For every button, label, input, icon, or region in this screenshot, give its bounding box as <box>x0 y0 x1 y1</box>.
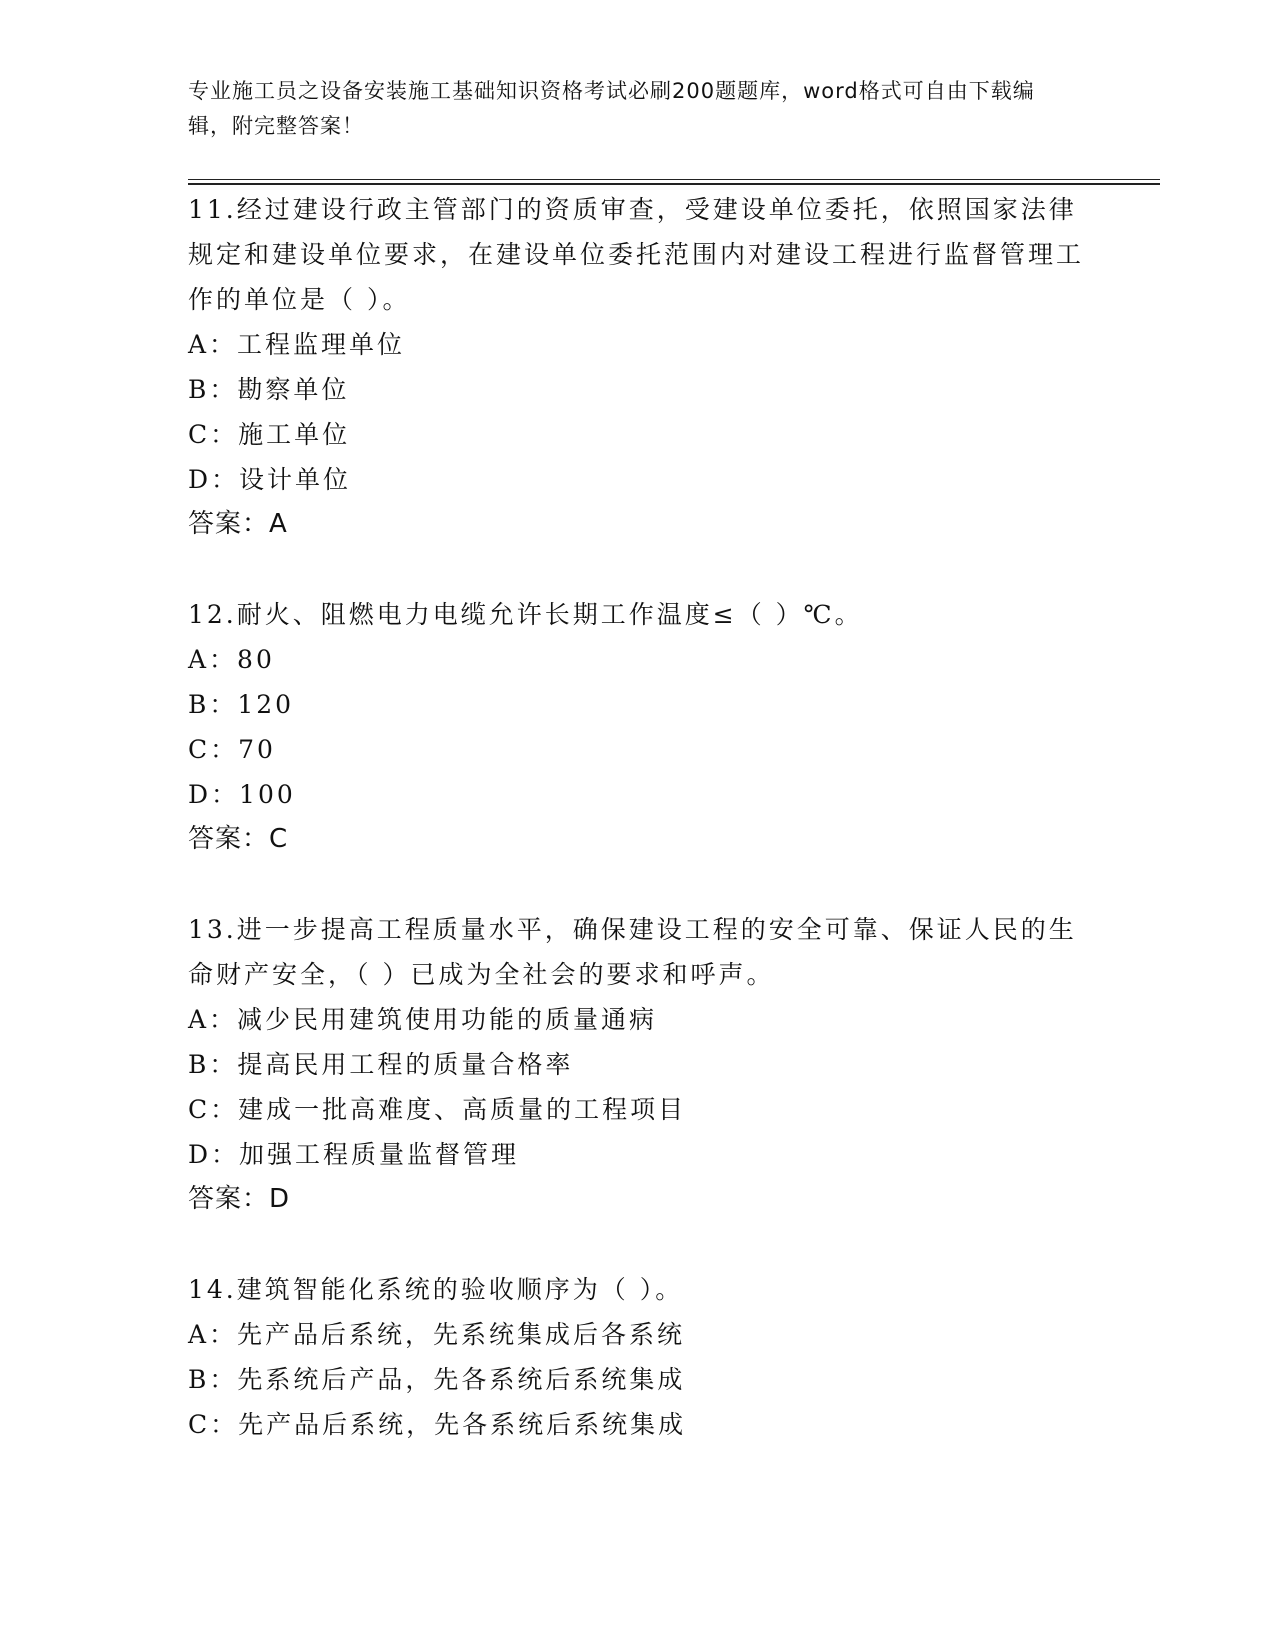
option-a: A：80 <box>188 645 275 674</box>
option-a: A：工程监理单位 <box>188 330 406 359</box>
option-a: A：先产品后系统，先系统集成后各系统 <box>188 1320 686 1349</box>
option-c: C：建成一批高难度、高质量的工程项目 <box>188 1095 687 1124</box>
option-c: C：70 <box>188 735 276 764</box>
option-b: B：提高民用工程的质量合格率 <box>188 1050 574 1079</box>
option-a: A：减少民用建筑使用功能的质量通病 <box>188 1005 658 1034</box>
question-14 <box>188 1267 1088 1447</box>
answer-label: 答案：C <box>188 824 289 854</box>
option-b: B：先系统后产品，先各系统后系统集成 <box>188 1365 686 1394</box>
question-12 <box>188 592 1088 862</box>
question-list <box>188 187 1088 1447</box>
document-header: 专业施工员之设备安装施工基础知识资格考试必刷200题题库，word格式可自由下载编辑，附完整答案！ <box>188 79 1035 138</box>
option-d: D：加强工程质量监督管理 <box>188 1140 520 1169</box>
option-c: C：先产品后系统，先各系统后系统集成 <box>188 1410 687 1439</box>
question-text: 12.耐火、阻燃电力电缆允许长期工作温度≤（ ）℃。 <box>188 600 863 629</box>
spacer <box>188 862 1088 907</box>
question-11 <box>188 187 1088 547</box>
option-b: B：120 <box>188 690 295 719</box>
spacer <box>188 1222 1088 1267</box>
question-text: 11.经过建设行政主管部门的资质审查，受建设单位委托，依照国家法律规定和建设单位要求，在建设单位委托范围内对建设工程进行监督管理工作的单位是（ ）。 <box>188 195 1085 314</box>
header-divider-thick <box>188 183 1160 185</box>
question-text: 13.进一步提高工程质量水平，确保建设工程的安全可靠、保证人民的生命财产安全，（ ）已成为全社会的要求和呼声。 <box>188 915 1077 989</box>
spacer <box>188 547 1088 592</box>
option-b: B：勘察单位 <box>188 375 350 404</box>
answer-label: 答案：A <box>188 509 288 539</box>
answer-label: 答案：D <box>188 1184 291 1214</box>
header-divider-thin <box>188 179 1160 180</box>
question-text: 14.建筑智能化系统的验收顺序为（ ）。 <box>188 1275 684 1304</box>
option-c: C：施工单位 <box>188 420 351 449</box>
option-d: D：设计单位 <box>188 465 352 494</box>
question-13 <box>188 907 1088 1222</box>
option-d: D：100 <box>188 780 296 809</box>
